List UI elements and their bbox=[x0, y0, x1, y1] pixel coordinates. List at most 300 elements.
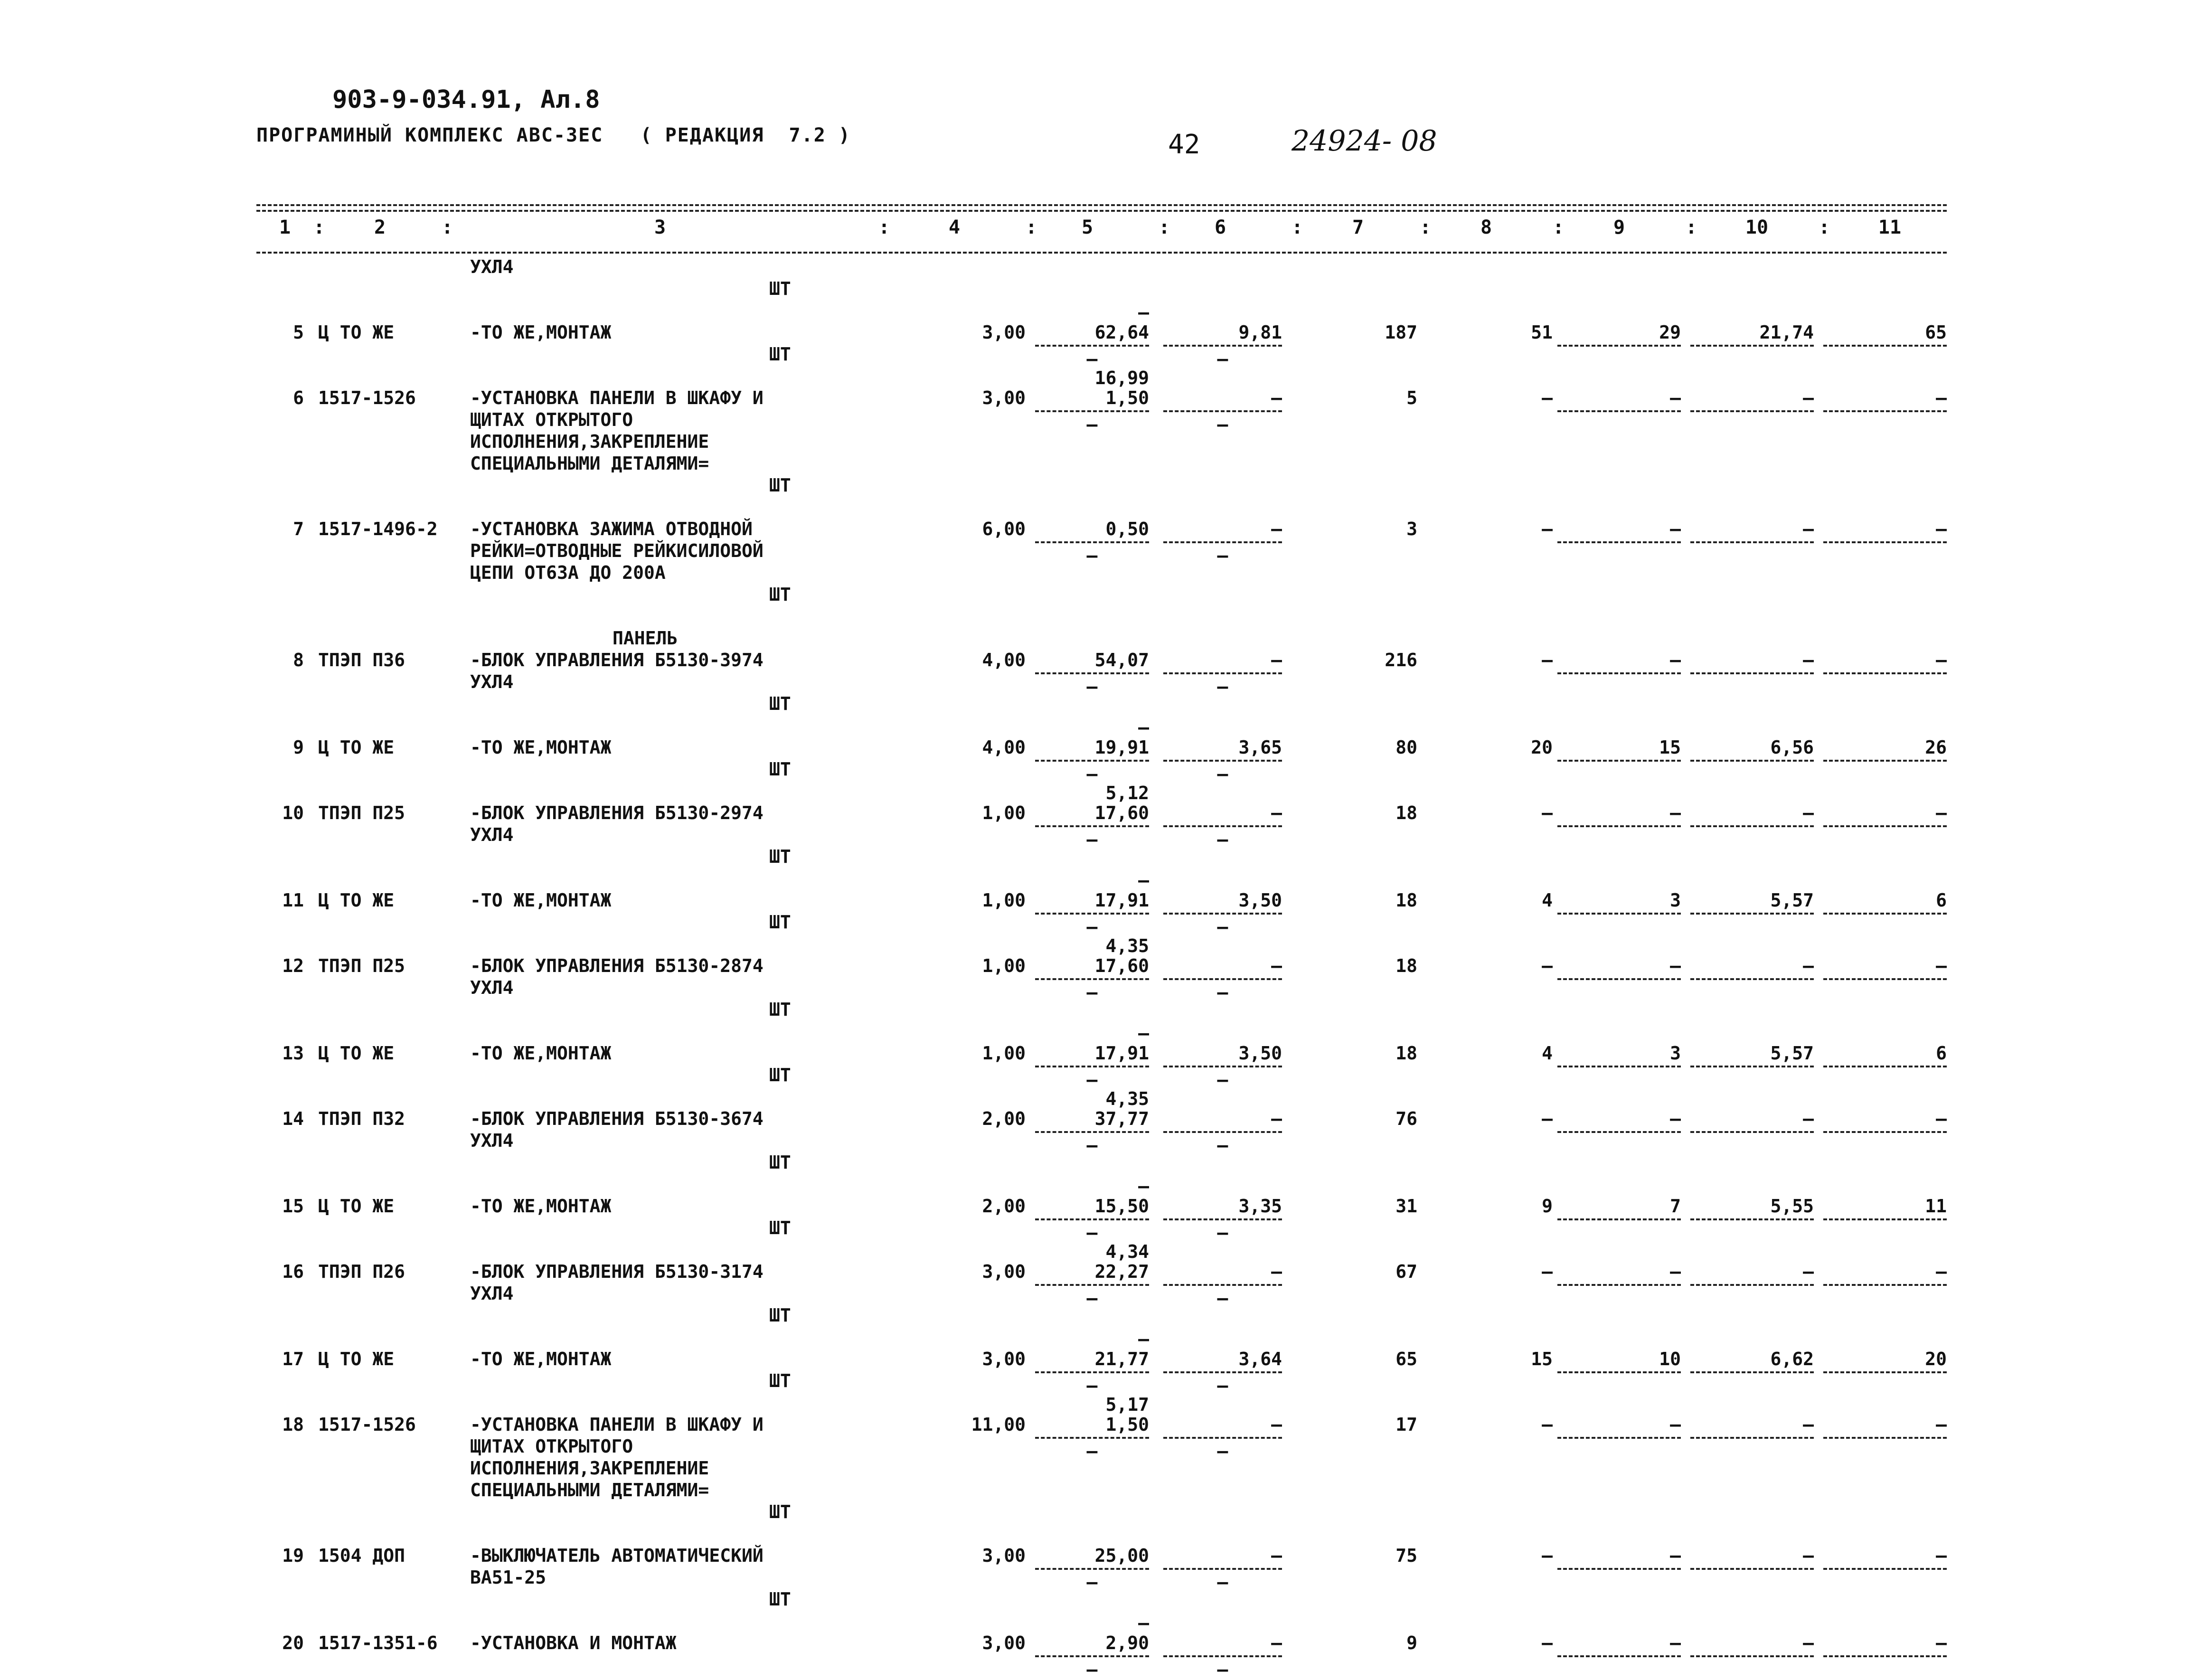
dash-col9 bbox=[1557, 1437, 1681, 1439]
cell-c5b: 54,07 bbox=[1094, 650, 1149, 670]
cell-col5-top: 4,35 bbox=[1105, 935, 1149, 956]
cell-c11: – bbox=[1936, 955, 1947, 976]
cell-c7: 80 bbox=[1395, 737, 1417, 758]
dash-col6 bbox=[1163, 913, 1282, 915]
cell-col6-bottom-dash: – bbox=[1217, 349, 1228, 369]
unit-label: ШТ bbox=[769, 693, 791, 714]
column-header-row bbox=[256, 217, 1947, 247]
cell-c10: – bbox=[1803, 1108, 1814, 1129]
cell-c6: – bbox=[1271, 1633, 1282, 1653]
row-number: 15 bbox=[282, 1196, 304, 1217]
cell-c7: 18 bbox=[1395, 1043, 1417, 1064]
dash-col9 bbox=[1557, 1284, 1681, 1286]
row-description-line: -БЛОК УПРАВЛЕНИЯ Б5130-3174 bbox=[470, 1261, 764, 1282]
dash-col5 bbox=[1035, 1131, 1149, 1133]
row-description-line: -УСТАНОВКА ЗАЖИМА ОТВОДНОЙ bbox=[470, 519, 753, 539]
dash-col9 bbox=[1557, 1218, 1681, 1220]
cell-c7: 18 bbox=[1395, 890, 1417, 911]
row-number: 7 bbox=[293, 519, 304, 539]
cell-c8: – bbox=[1542, 519, 1553, 539]
dash-col6 bbox=[1163, 1371, 1282, 1373]
col-sep: : bbox=[1159, 217, 1170, 238]
dash-col10 bbox=[1690, 1437, 1814, 1439]
page-number: 42 bbox=[1168, 129, 1200, 160]
cell-col6-bottom-dash: – bbox=[1217, 764, 1228, 784]
unit-label: ШТ bbox=[769, 1370, 791, 1391]
dash-col6 bbox=[1163, 1066, 1282, 1067]
dash-col6 bbox=[1163, 345, 1282, 347]
cell-c11: 20 bbox=[1925, 1349, 1947, 1369]
cell-c9: – bbox=[1670, 519, 1681, 539]
cell-c4: 1,00 bbox=[982, 1043, 1026, 1064]
row-code: 1517-1526 bbox=[318, 1414, 416, 1435]
row-description-line: УХЛ4 bbox=[470, 671, 514, 692]
cell-c5b: 21,77 bbox=[1094, 1349, 1149, 1369]
cell-c5b: 17,60 bbox=[1094, 802, 1149, 823]
dash-col11 bbox=[1823, 1568, 1947, 1570]
col-sep: : bbox=[1686, 217, 1697, 238]
row-description-line: -БЛОК УПРАВЛЕНИЯ Б5130-3974 bbox=[470, 650, 764, 670]
dash-col10 bbox=[1690, 541, 1814, 543]
cell-c6: – bbox=[1271, 1261, 1282, 1282]
row-code: Ц ТО ЖЕ bbox=[318, 1196, 395, 1217]
cell-col6-bottom-dash: – bbox=[1217, 1135, 1228, 1156]
cell-c5b: 17,91 bbox=[1094, 1043, 1149, 1064]
col-sep: : bbox=[878, 217, 890, 238]
dash-col10 bbox=[1690, 1568, 1814, 1570]
cell-c4: 3,00 bbox=[982, 1349, 1026, 1369]
dash-col6 bbox=[1163, 1568, 1282, 1570]
cell-c10: – bbox=[1803, 519, 1814, 539]
dash-col11 bbox=[1823, 410, 1947, 412]
cell-c5b: 0,50 bbox=[1105, 519, 1149, 539]
dash-col5 bbox=[1035, 345, 1149, 347]
unit-label: ШТ bbox=[769, 1152, 791, 1173]
row-description-line: УХЛ4 bbox=[470, 977, 514, 998]
dash-col6 bbox=[1163, 410, 1282, 412]
col-sep: : bbox=[1291, 217, 1303, 238]
unit-label: ШТ bbox=[769, 1065, 791, 1085]
cell-col6-bottom-dash: – bbox=[1217, 916, 1228, 937]
cell-c6: – bbox=[1271, 802, 1282, 823]
dash-col6 bbox=[1163, 1131, 1282, 1133]
cell-c10: – bbox=[1803, 955, 1814, 976]
cell-col6-bottom-dash: – bbox=[1217, 982, 1228, 1003]
cell-col5-top: 5,17 bbox=[1105, 1394, 1149, 1415]
cell-c6: – bbox=[1271, 650, 1282, 670]
cell-c6: – bbox=[1271, 1545, 1282, 1566]
cell-col5-bottom-dash: – bbox=[1086, 764, 1098, 784]
dash-col5 bbox=[1035, 825, 1149, 827]
row-number: 12 bbox=[282, 955, 304, 976]
dash-col11 bbox=[1823, 1371, 1947, 1373]
cell-c10: – bbox=[1803, 1633, 1814, 1653]
dash-col5 bbox=[1035, 672, 1149, 674]
cell-c4: 4,00 bbox=[982, 737, 1026, 758]
cell-c7: 76 bbox=[1395, 1108, 1417, 1129]
unit-label: ШТ bbox=[769, 759, 791, 780]
cell-col5-bottom-dash: – bbox=[1086, 829, 1098, 850]
dash-col10 bbox=[1690, 410, 1814, 412]
cell-c9: – bbox=[1670, 1108, 1681, 1129]
col-header-11: 11 bbox=[1878, 217, 1902, 238]
unit-label: ШТ bbox=[769, 344, 791, 365]
dash-col9 bbox=[1557, 541, 1681, 543]
row-code: 1517-1496-2 bbox=[318, 519, 438, 539]
dash-col10 bbox=[1690, 978, 1814, 980]
row-code: Ц ТО ЖЕ bbox=[318, 1043, 395, 1064]
cell-c10: 21,74 bbox=[1759, 322, 1814, 343]
cell-c10: 6,56 bbox=[1770, 737, 1814, 758]
unit-label: ШТ bbox=[769, 912, 791, 933]
unit-label: ШТ bbox=[769, 584, 791, 605]
row-description-line: -УСТАНОВКА ПАНЕЛИ В ШКАФУ И bbox=[470, 387, 764, 408]
row-description-line: СПЕЦИАЛЬНЫМИ ДЕТАЛЯМИ= bbox=[470, 1480, 709, 1501]
dash-col6 bbox=[1163, 1284, 1282, 1286]
cell-col5-top: – bbox=[1138, 1613, 1149, 1633]
cell-col6-bottom-dash: – bbox=[1217, 829, 1228, 850]
cell-c7: 67 bbox=[1395, 1261, 1417, 1282]
col-header-2: 2 bbox=[374, 217, 386, 238]
row-description-line: -ТО ЖЕ,МОНТАЖ bbox=[470, 737, 612, 758]
cell-c5b: 2,90 bbox=[1105, 1633, 1149, 1653]
row-description-line: -ТО ЖЕ,МОНТАЖ bbox=[470, 322, 612, 343]
row-code: Ц ТО ЖЕ bbox=[318, 1349, 395, 1369]
cell-c8: 4 bbox=[1542, 1043, 1553, 1064]
cell-c6: 3,35 bbox=[1238, 1196, 1282, 1217]
cell-c6: – bbox=[1271, 955, 1282, 976]
unit-label: ШТ bbox=[769, 1501, 791, 1522]
dash-col9 bbox=[1557, 913, 1681, 915]
panel-label: ПАНЕЛЬ bbox=[613, 628, 678, 649]
dash-col5 bbox=[1035, 1371, 1149, 1373]
cell-c9: 7 bbox=[1670, 1196, 1681, 1217]
cell-c7: 65 bbox=[1395, 1349, 1417, 1369]
cell-col5-bottom-dash: – bbox=[1086, 1441, 1098, 1462]
cell-c6: 3,50 bbox=[1238, 1043, 1282, 1064]
row-description-line: ВА51-25 bbox=[470, 1567, 547, 1588]
unit-label: ШТ bbox=[769, 999, 791, 1020]
dash-col5 bbox=[1035, 978, 1149, 980]
row-number: 13 bbox=[282, 1043, 304, 1064]
cell-col6-bottom-dash: – bbox=[1217, 1069, 1228, 1090]
cell-c7: 3 bbox=[1406, 519, 1417, 539]
cell-c8: 9 bbox=[1542, 1196, 1553, 1217]
cell-c6: 3,65 bbox=[1238, 737, 1282, 758]
row-description-line: -БЛОК УПРАВЛЕНИЯ Б5130-2974 bbox=[470, 802, 764, 823]
dash-col5 bbox=[1035, 1437, 1149, 1439]
dash-col11 bbox=[1823, 825, 1947, 827]
cell-c4: 1,00 bbox=[982, 890, 1026, 911]
row-description-line: -ТО ЖЕ,МОНТАЖ bbox=[470, 1196, 612, 1217]
cell-c5b: 19,91 bbox=[1094, 737, 1149, 758]
dash-col10 bbox=[1690, 1284, 1814, 1286]
cell-col5-bottom-dash: – bbox=[1086, 1659, 1098, 1680]
dash-col5 bbox=[1035, 1284, 1149, 1286]
cell-c6: – bbox=[1271, 387, 1282, 408]
row-number: 20 bbox=[282, 1633, 304, 1653]
cell-col5-top: – bbox=[1138, 1023, 1149, 1044]
row-description-line: УХЛ4 bbox=[470, 1283, 514, 1304]
row-code: 1517-1351-6 bbox=[318, 1633, 438, 1653]
cell-col6-bottom-dash: – bbox=[1217, 1288, 1228, 1309]
cell-c5b: 22,27 bbox=[1094, 1261, 1149, 1282]
dash-col11 bbox=[1823, 913, 1947, 915]
row-number: 11 bbox=[282, 890, 304, 911]
dash-col9 bbox=[1557, 1655, 1681, 1657]
cell-c5b: 17,60 bbox=[1094, 955, 1149, 976]
cell-col5-bottom-dash: – bbox=[1086, 916, 1098, 937]
cell-c5b: 25,00 bbox=[1094, 1545, 1149, 1566]
cell-c7: 187 bbox=[1385, 322, 1417, 343]
unit-label: ШТ bbox=[769, 846, 791, 867]
row-code: ТПЭП П36 bbox=[318, 650, 405, 670]
cell-col5-top: – bbox=[1138, 717, 1149, 738]
row-description-line: -БЛОК УПРАВЛЕНИЯ Б5130-3674 bbox=[470, 1108, 764, 1129]
row-code: 1517-1526 bbox=[318, 387, 416, 408]
cell-c9: – bbox=[1670, 1414, 1681, 1435]
header-rule-top-2 bbox=[256, 210, 1947, 212]
cell-c5b: 15,50 bbox=[1094, 1196, 1149, 1217]
header-rule-top bbox=[256, 204, 1947, 206]
cell-c7: 31 bbox=[1395, 1196, 1417, 1217]
row-description-line: ИСПОЛНЕНИЯ,ЗАКРЕПЛЕНИЕ bbox=[470, 1458, 709, 1479]
cell-col6-bottom-dash: – bbox=[1217, 676, 1228, 697]
cell-c10: – bbox=[1803, 650, 1814, 670]
dash-col6 bbox=[1163, 672, 1282, 674]
dash-col10 bbox=[1690, 1655, 1814, 1657]
row-description-line: ИСПОЛНЕНИЯ,ЗАКРЕПЛЕНИЕ bbox=[470, 431, 709, 452]
dash-col11 bbox=[1823, 345, 1947, 347]
row-description-line: СПЕЦИАЛЬНЫМИ ДЕТАЛЯМИ= bbox=[470, 453, 709, 474]
dash-col9 bbox=[1557, 1066, 1681, 1067]
cell-c11: – bbox=[1936, 519, 1947, 539]
cell-c10: – bbox=[1803, 1414, 1814, 1435]
cell-col5-bottom-dash: – bbox=[1086, 1222, 1098, 1243]
cell-c9: – bbox=[1670, 1633, 1681, 1653]
dash-col9 bbox=[1557, 825, 1681, 827]
cell-col5-top: 4,35 bbox=[1105, 1088, 1149, 1109]
cell-col5-bottom-dash: – bbox=[1086, 676, 1098, 697]
dash-col11 bbox=[1823, 1655, 1947, 1657]
cell-c11: – bbox=[1936, 802, 1947, 823]
dash-col5 bbox=[1035, 1568, 1149, 1570]
dash-col11 bbox=[1823, 760, 1947, 762]
col-header-10: 10 bbox=[1745, 217, 1769, 238]
unit-label: ШТ bbox=[769, 1589, 791, 1610]
dash-col11 bbox=[1823, 1131, 1947, 1133]
cell-col5-top: – bbox=[1138, 302, 1149, 323]
cell-c6: – bbox=[1271, 1108, 1282, 1129]
col-header-1: 1 bbox=[279, 217, 291, 238]
row-description-line: ЩИТАХ ОТКРЫТОГО bbox=[470, 1436, 633, 1457]
cell-c8: – bbox=[1542, 1414, 1553, 1435]
cell-c4: 1,00 bbox=[982, 802, 1026, 823]
cell-col5-top: – bbox=[1138, 1176, 1149, 1197]
col-header-6: 6 bbox=[1214, 217, 1226, 238]
cell-c7: 5 bbox=[1406, 387, 1417, 408]
cell-c8: – bbox=[1542, 387, 1553, 408]
cell-col6-bottom-dash: – bbox=[1217, 1659, 1228, 1680]
dash-col6 bbox=[1163, 1437, 1282, 1439]
cell-c9: 15 bbox=[1659, 737, 1681, 758]
cell-col5-bottom-dash: – bbox=[1086, 982, 1098, 1003]
cell-c4: 3,00 bbox=[982, 387, 1026, 408]
dash-col10 bbox=[1690, 1371, 1814, 1373]
cell-col6-bottom-dash: – bbox=[1217, 545, 1228, 566]
cell-c9: – bbox=[1670, 1261, 1681, 1282]
col-header-7: 7 bbox=[1352, 217, 1364, 238]
row-description-line: УХЛ4 bbox=[470, 256, 514, 277]
dash-col10 bbox=[1690, 825, 1814, 827]
row-number: 9 bbox=[293, 737, 304, 758]
dash-col5 bbox=[1035, 1066, 1149, 1067]
unit-label: ШТ bbox=[769, 278, 791, 299]
cell-c4: 3,00 bbox=[982, 1261, 1026, 1282]
row-code: ТПЭП П32 bbox=[318, 1108, 405, 1129]
col-header-3: 3 bbox=[654, 217, 666, 238]
cell-c7: 18 bbox=[1395, 802, 1417, 823]
dash-col10 bbox=[1690, 672, 1814, 674]
row-description-line: -УСТАНОВКА И МОНТАЖ bbox=[470, 1633, 677, 1653]
dash-col9 bbox=[1557, 672, 1681, 674]
cell-col6-bottom-dash: – bbox=[1217, 1441, 1228, 1462]
dash-col9 bbox=[1557, 760, 1681, 762]
cell-c10: – bbox=[1803, 387, 1814, 408]
row-description-line: -ТО ЖЕ,МОНТАЖ bbox=[470, 890, 612, 911]
cell-c9: – bbox=[1670, 387, 1681, 408]
cell-c5b: 62,64 bbox=[1094, 322, 1149, 343]
col-sep: : bbox=[1420, 217, 1432, 238]
cell-c8: 4 bbox=[1542, 890, 1553, 911]
row-code: ТПЭП П25 bbox=[318, 802, 405, 823]
cell-c11: 65 bbox=[1925, 322, 1947, 343]
cell-c4: 2,00 bbox=[982, 1196, 1026, 1217]
unit-label: ШТ bbox=[769, 1305, 791, 1326]
cell-c8: – bbox=[1542, 1633, 1553, 1653]
row-number: 10 bbox=[282, 802, 304, 823]
header-rule-bottom bbox=[256, 252, 1947, 254]
col-sep: : bbox=[1553, 217, 1565, 238]
row-code: Ц ТО ЖЕ bbox=[318, 737, 395, 758]
cell-c10: 5,57 bbox=[1770, 890, 1814, 911]
cell-col5-top: 4,34 bbox=[1105, 1241, 1149, 1262]
row-number: 19 bbox=[282, 1545, 304, 1566]
dash-col10 bbox=[1690, 760, 1814, 762]
cell-c9: 29 bbox=[1659, 322, 1681, 343]
cell-c9: – bbox=[1670, 955, 1681, 976]
cell-c5b: 17,91 bbox=[1094, 890, 1149, 911]
cell-c9: 3 bbox=[1670, 890, 1681, 911]
row-number: 18 bbox=[282, 1414, 304, 1435]
dash-col5 bbox=[1035, 913, 1149, 915]
cell-c4: 3,00 bbox=[982, 322, 1026, 343]
cell-c4: 2,00 bbox=[982, 1108, 1026, 1129]
cell-c10: 5,55 bbox=[1770, 1196, 1814, 1217]
cell-c4: 3,00 bbox=[982, 1633, 1026, 1653]
cell-c7: 17 bbox=[1395, 1414, 1417, 1435]
col-sep: : bbox=[313, 217, 325, 238]
cell-c7: 18 bbox=[1395, 955, 1417, 976]
cell-c8: – bbox=[1542, 650, 1553, 670]
cell-col6-bottom-dash: – bbox=[1217, 1572, 1228, 1593]
col-header-4: 4 bbox=[948, 217, 961, 238]
cell-c11: – bbox=[1936, 387, 1947, 408]
cell-col5-bottom-dash: – bbox=[1086, 545, 1098, 566]
dash-col5 bbox=[1035, 1218, 1149, 1220]
row-description-line: -ТО ЖЕ,МОНТАЖ bbox=[470, 1349, 612, 1369]
dash-col9 bbox=[1557, 345, 1681, 347]
row-number: 16 bbox=[282, 1261, 304, 1282]
cell-c9: 3 bbox=[1670, 1043, 1681, 1064]
cell-c6: 3,50 bbox=[1238, 890, 1282, 911]
cell-c8: – bbox=[1542, 1261, 1553, 1282]
row-code: Ц ТО ЖЕ bbox=[318, 322, 395, 343]
col-sep: : bbox=[442, 217, 453, 238]
row-description-line: -ТО ЖЕ,МОНТАЖ bbox=[470, 1043, 612, 1064]
unit-label: ШТ bbox=[769, 1218, 791, 1238]
row-description-line: УХЛ4 bbox=[470, 824, 514, 845]
row-number: 5 bbox=[293, 322, 304, 343]
cell-c6: 3,64 bbox=[1238, 1349, 1282, 1369]
row-code: ТПЭП П25 bbox=[318, 955, 405, 976]
program-title: ПРОГРАМИНЫЙ КОМПЛЕКС АВС-ЗЕС ( РЕДАКЦИЯ 7.2 ) bbox=[256, 124, 851, 146]
row-description-line: ЦЕПИ ОТ63А ДО 200А bbox=[470, 562, 666, 583]
row-description-line: -БЛОК УПРАВЛЕНИЯ Б5130-2874 bbox=[470, 955, 764, 976]
cell-c4: 3,00 bbox=[982, 1545, 1026, 1566]
dash-col10 bbox=[1690, 1066, 1814, 1067]
cell-c8: 51 bbox=[1531, 322, 1553, 343]
cell-c11: 26 bbox=[1925, 737, 1947, 758]
unit-label: ШТ bbox=[769, 475, 791, 496]
cell-c8: – bbox=[1542, 1108, 1553, 1129]
col-sep: : bbox=[1026, 217, 1037, 238]
dash-col5 bbox=[1035, 410, 1149, 412]
row-description-line: УХЛ4 bbox=[470, 1130, 514, 1151]
cell-c11: 11 bbox=[1925, 1196, 1947, 1217]
cell-c7: 216 bbox=[1385, 650, 1417, 670]
cell-c5b: 1,50 bbox=[1105, 1414, 1149, 1435]
cell-c7: 9 bbox=[1406, 1633, 1417, 1653]
cell-c11: – bbox=[1936, 1261, 1947, 1282]
row-description-line: -УСТАНОВКА ПАНЕЛИ В ШКАФУ И bbox=[470, 1414, 764, 1435]
dash-col10 bbox=[1690, 913, 1814, 915]
cell-col5-bottom-dash: – bbox=[1086, 414, 1098, 435]
cell-c11: – bbox=[1936, 1545, 1947, 1566]
dash-col9 bbox=[1557, 978, 1681, 980]
cell-c9: – bbox=[1670, 802, 1681, 823]
handwritten-number: 24924- 08 bbox=[1291, 124, 1437, 158]
dash-col6 bbox=[1163, 1655, 1282, 1657]
cell-c5b: 1,50 bbox=[1105, 387, 1149, 408]
row-code: Ц ТО ЖЕ bbox=[318, 890, 395, 911]
row-number: 6 bbox=[293, 387, 304, 408]
cell-col6-bottom-dash: – bbox=[1217, 1375, 1228, 1396]
dash-col5 bbox=[1035, 541, 1149, 543]
cell-col5-top: 5,12 bbox=[1105, 783, 1149, 803]
row-description-line: РЕЙКИ=ОТВОДНЫЕ РЕЙКИСИЛОВОЙ bbox=[470, 540, 764, 561]
cell-c4: 11,00 bbox=[971, 1414, 1026, 1435]
dash-col6 bbox=[1163, 978, 1282, 980]
cell-col6-bottom-dash: – bbox=[1217, 1222, 1228, 1243]
row-description-line: -ВЫКЛЮЧАТЕЛЬ АВТОМАТИЧЕСКИЙ bbox=[470, 1545, 764, 1566]
row-number: 8 bbox=[293, 650, 304, 670]
dash-col9 bbox=[1557, 1371, 1681, 1373]
dash-col11 bbox=[1823, 1066, 1947, 1067]
dash-col6 bbox=[1163, 1218, 1282, 1220]
cell-c4: 6,00 bbox=[982, 519, 1026, 539]
row-number: 14 bbox=[282, 1108, 304, 1129]
